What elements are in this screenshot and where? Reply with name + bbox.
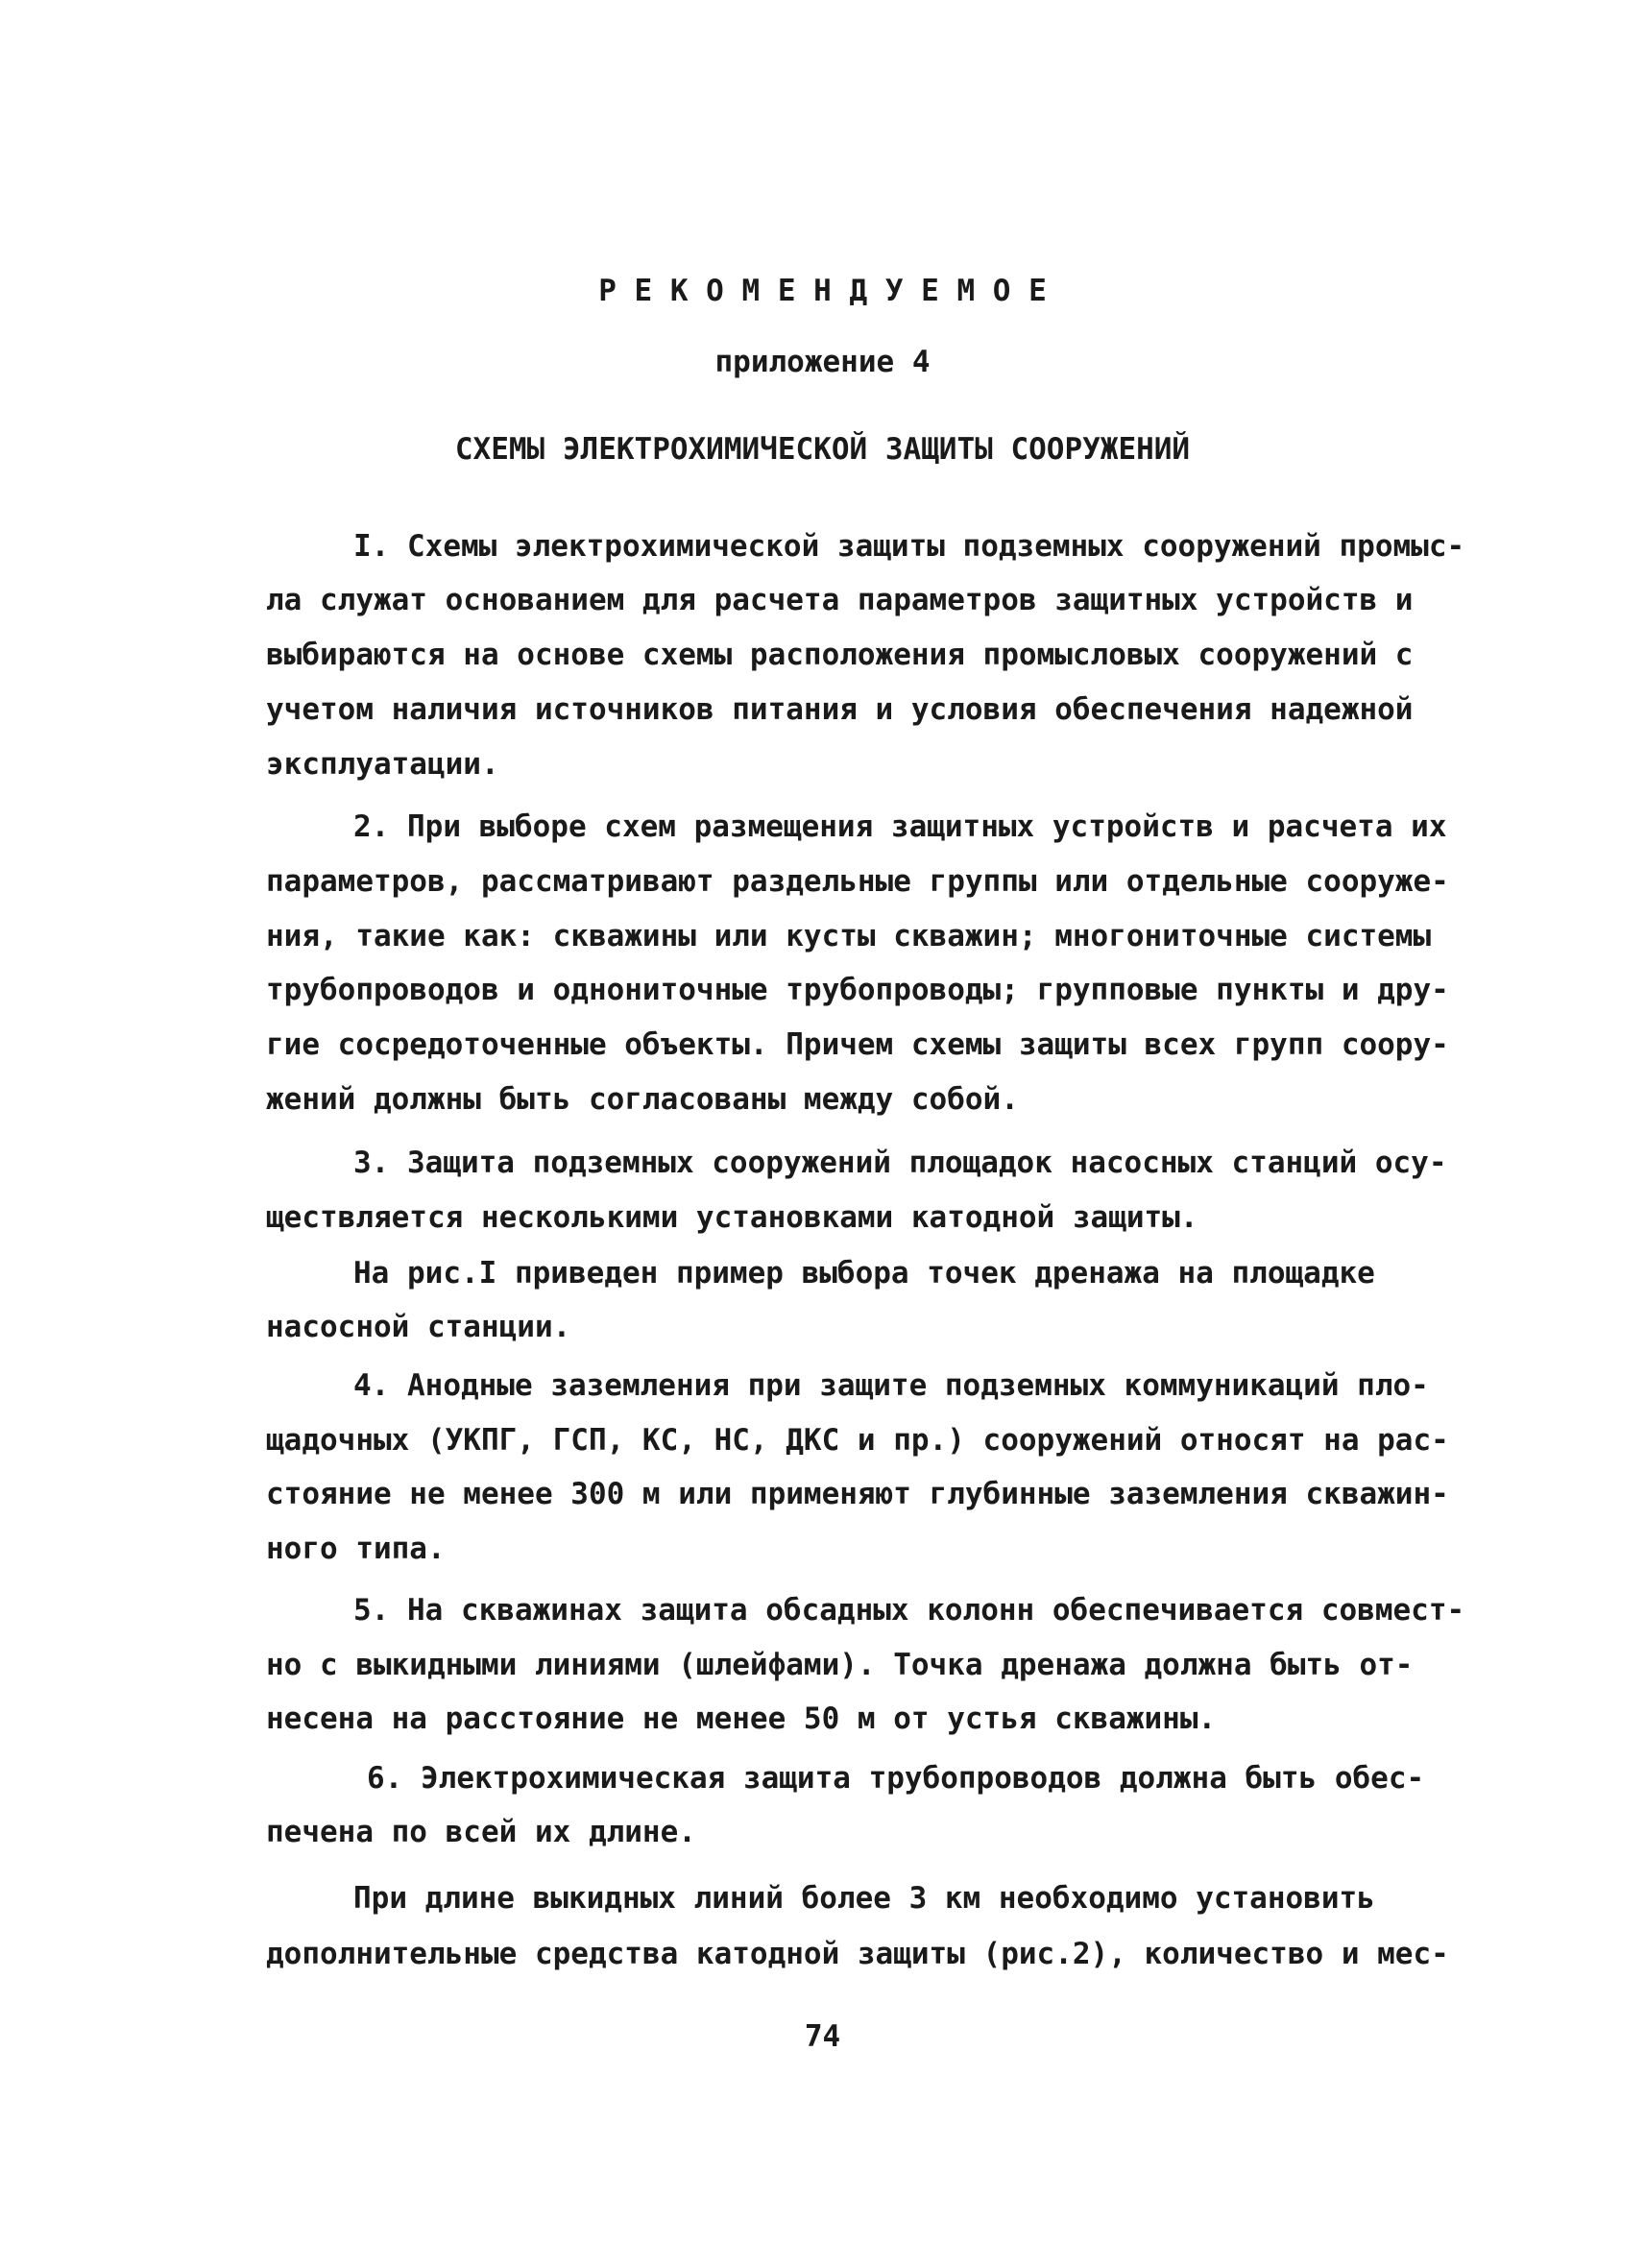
paragraph-line: 2. При выборе схем размещения защитных устройств и расчета их [353,809,1447,844]
paragraph-line: На рис.I приведен пример выбора точек дренажа на площадке [353,1256,1375,1291]
paragraph-line: учетом наличия источников питания и условия обеспечения надежной [266,692,1414,727]
appendix-label: приложение 4 [714,345,931,379]
paragraph-line: печена по всей их длине. [266,1815,696,1849]
paragraph-line: насосной станции. [266,1310,571,1344]
paragraph-line: I. Схемы электрохимической защиты подземных сооружений промыс- [353,529,1465,564]
paragraph-line: трубопроводов и однониточные трубопроводы; групповые пункты и дру- [266,973,1449,1007]
paragraph-line: ществляется несколькими установками катодной защиты. [266,1200,1198,1235]
page-number: 74 [804,2019,841,2054]
paragraph-line: жений должны быть согласованы между собой. [266,1082,1019,1117]
paragraph-line: стояние не менее 300 м или применяют глубинные заземления скважин- [266,1477,1449,1511]
paragraph-line: эксплуатации. [266,747,499,782]
paragraph-line: ния, такие как: скважины или кусты скважин; многониточные системы [266,919,1432,953]
paragraph-line: 4. Анодные заземления при защите подземных коммуникаций пло- [353,1368,1429,1403]
paragraph-line: гие сосредоточенные объекты. Причем схемы защиты всех групп соору- [266,1027,1449,1062]
paragraph-line: ного типа. [266,1532,446,1566]
paragraph-line: щадочных (УКПГ, ГСП, КС, НС, ДКС и пр.) сооружений относят на рас- [266,1423,1449,1458]
paragraph-line: 6. Электрохимическая защита трубопроводов должна быть обес- [367,1761,1425,1796]
paragraph-line: При длине выкидных линий более 3 км необходимо установить [353,1881,1375,1916]
paragraph-line: несена на расстояние не менее 50 м от устья скважины. [266,1701,1217,1736]
document-title: СХЕМЫ ЭЛЕКТРОХИМИЧЕСКОЙ ЗАЩИТЫ СООРУЖЕНИЙ [454,432,1191,467]
paragraph-line: ла служат основанием для расчета параметров защитных устройств и [266,583,1414,617]
paragraph-line: дополнительные средства катодной защиты (рис.2), количество и мес- [266,1937,1449,1971]
paragraph-line: 5. На скважинах защита обсадных колонн обеспечивается совмест- [353,1593,1465,1628]
paragraph-line: 3. Защита подземных сооружений площадок насосных станций осу- [353,1146,1447,1180]
paragraph-line: но с выкидными линиями (шлейфами). Точка дренажа должна быть от- [266,1648,1414,1682]
paragraph-line: параметров, рассматривают раздельные группы или отдельные сооруже- [266,864,1449,899]
paragraph-line: выбираются на основе схемы расположения промысловых сооружений с [266,638,1414,672]
recommended-header: Р Е К О М Е Н Д У Е М О Е [598,274,1047,308]
